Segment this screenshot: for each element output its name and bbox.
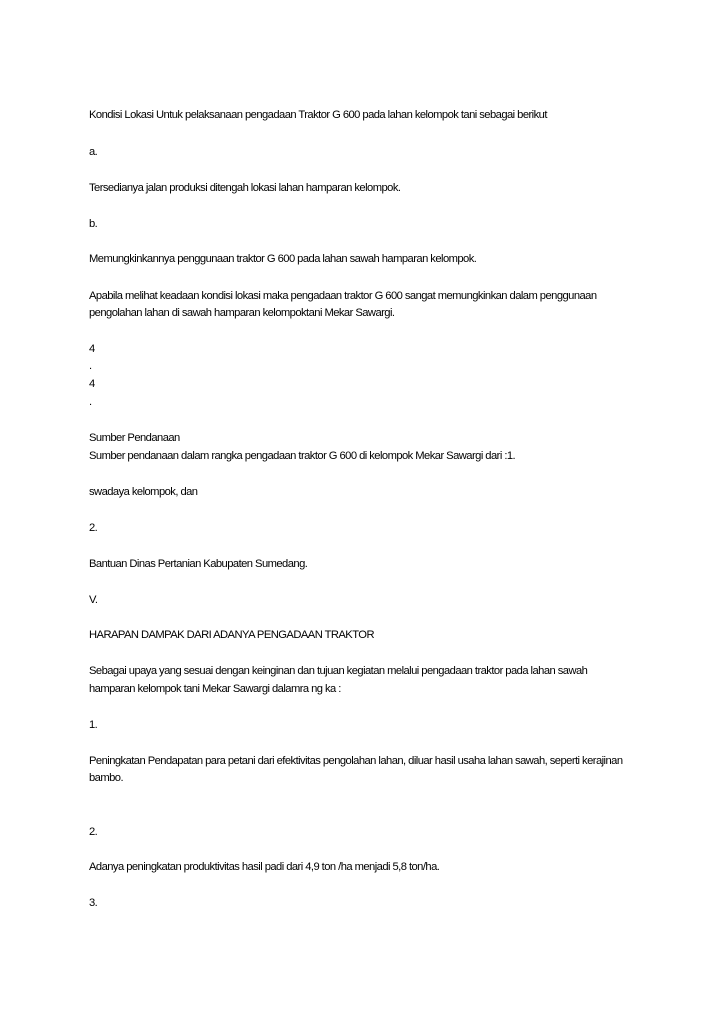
paragraph-line: hamparan kelompok tani Mekar Sawargi dalamra ng ka : (89, 683, 341, 695)
section-number: . (89, 396, 92, 408)
section-number: 4 (89, 378, 95, 390)
paragraph-line: Memungkinkannya penggunaan traktor G 600 pada lahan sawah hamparan kelompok. (89, 253, 477, 265)
list-marker: 1. (89, 719, 98, 731)
section-number: 4 (89, 343, 95, 355)
paragraph-line: Sebagai upaya yang sesuai dengan keinginan dan tujuan kegiatan melalui pengadaan traktor pada lahan sawah (89, 665, 588, 677)
list-marker: 3. (89, 897, 98, 909)
section-number: V. (89, 594, 98, 606)
paragraph-line: Apabila melihat keadaan kondisi lokasi maka pengadaan traktor G 600 sangat memungkinkan dalam penggunaan (89, 290, 597, 302)
list-item: Adanya peningkatan produktivitas hasil padi dari 4,9 ton /ha menjadi 5,8 ton/ha. (89, 861, 440, 873)
list-marker: a. (89, 146, 98, 158)
paragraph-line: pengolahan lahan di sawah hamparan kelompoktani Mekar Sawargi. (89, 307, 395, 319)
section-heading: HARAPAN DAMPAK DARI ADANYA PENGADAAN TRAKTOR (89, 629, 374, 641)
section-heading: Sumber Pendanaan (89, 432, 180, 444)
paragraph-line: Sumber pendanaan dalam rangka pengadaan traktor G 600 di kelompok Mekar Sawargi dari :1. (89, 450, 516, 462)
list-marker: b. (89, 218, 98, 230)
list-item: Bantuan Dinas Pertanian Kabupaten Sumedang. (89, 558, 308, 570)
list-item: swadaya kelompok, dan (89, 486, 198, 498)
list-item: bambo. (89, 772, 124, 784)
section-number: . (89, 360, 92, 372)
list-item: Peningkatan Pendapatan para petani dari efektivitas pengolahan lahan, diluar hasil usaha lahan sawah, seperti kerajinan (89, 755, 623, 767)
list-marker: 2. (89, 826, 98, 838)
paragraph-line: Kondisi Lokasi Untuk pelaksanaan pengadaan Traktor G 600 pada lahan kelompok tani sebagai berikut (89, 109, 547, 121)
paragraph-line: Tersedianya jalan produksi ditengah lokasi lahan hamparan kelompok. (89, 182, 401, 194)
list-marker: 2. (89, 522, 98, 534)
